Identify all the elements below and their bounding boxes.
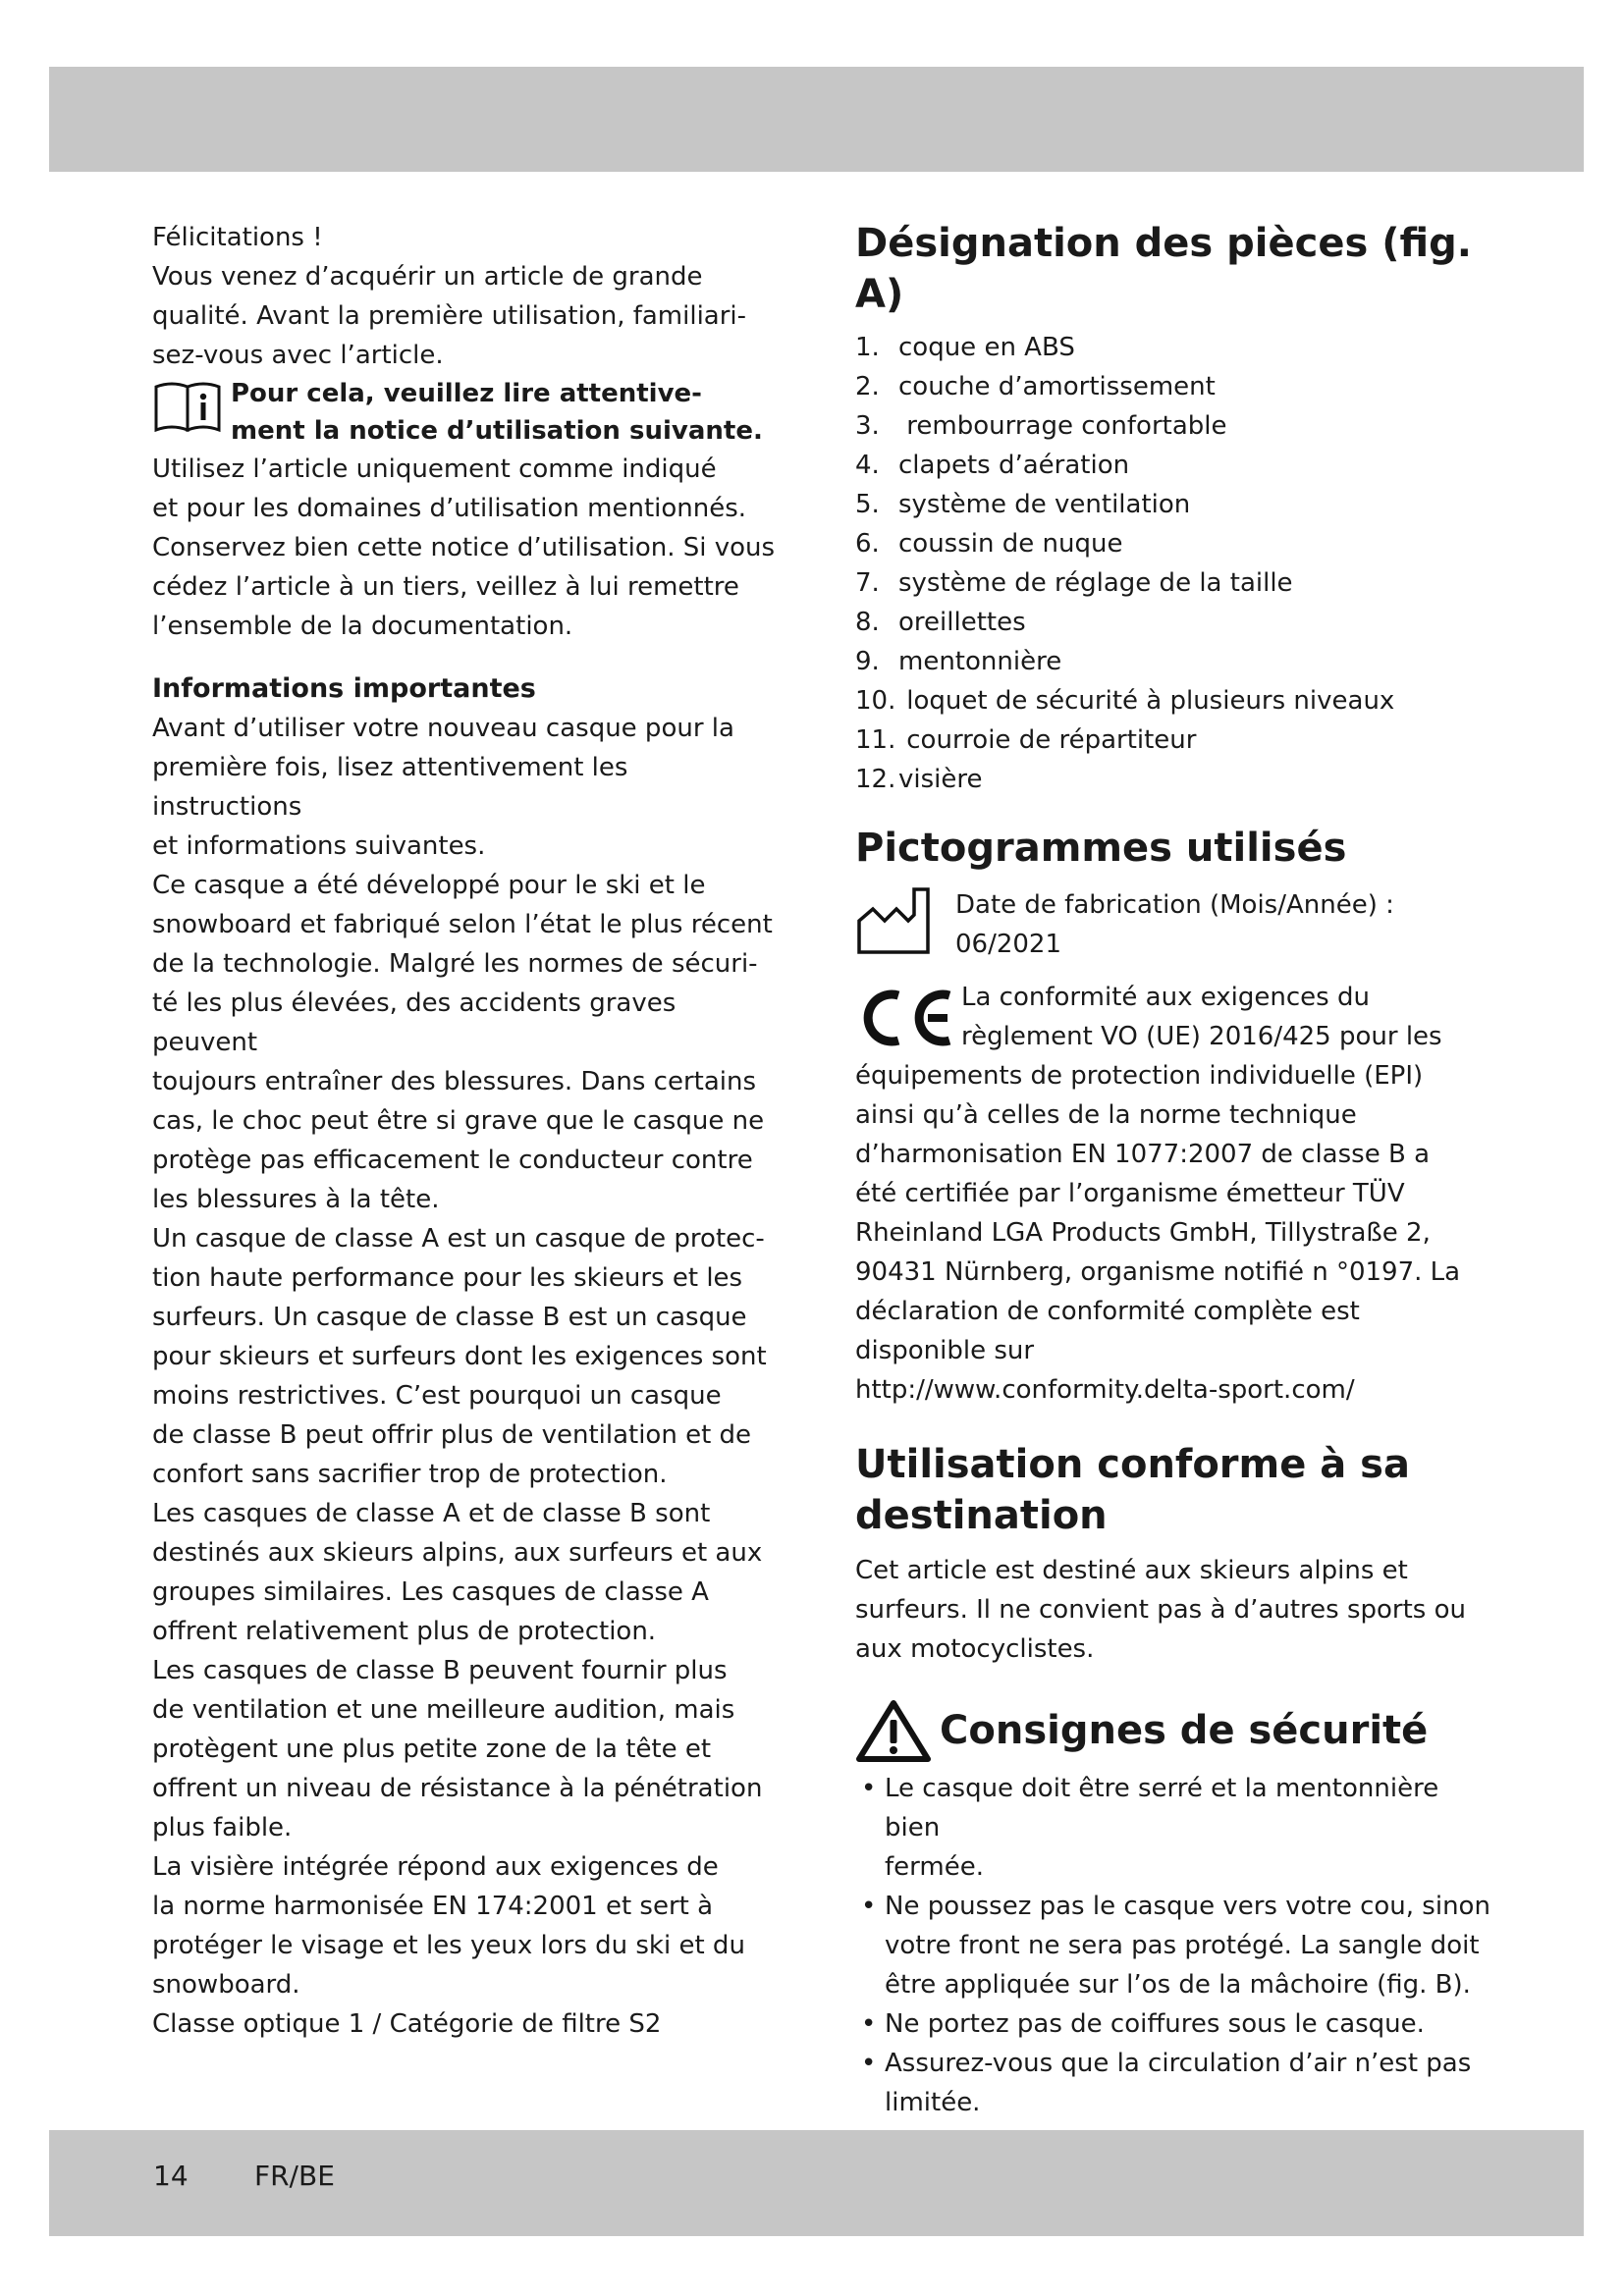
ce-line: Rheinland LGA Products GmbH, Tillystraße 2, bbox=[855, 1218, 1431, 1248]
safety-heading-row bbox=[855, 1698, 1493, 1763]
list-item: 7. système de réglage de la taille bbox=[855, 568, 1293, 598]
pictograms-heading: Pictogrammes utilisés bbox=[855, 826, 1347, 871]
important-line: plus faible. bbox=[152, 1813, 293, 1842]
list-item: 8. oreillettes bbox=[855, 608, 1026, 637]
congrats-text: Félicitations ! bbox=[152, 223, 323, 252]
important-line: offrent relativement plus de protection. bbox=[152, 1617, 657, 1646]
important-line: Les casques de classe A et de classe B sont bbox=[152, 1499, 711, 1528]
safety-list bbox=[855, 1769, 1493, 2122]
header-bar bbox=[49, 67, 1584, 172]
list-item: 11. courroie de répartiteur bbox=[855, 725, 1197, 755]
intro-line: Vous venez d’acquérir un article de grande bbox=[152, 262, 703, 292]
usage-line: Conservez bien cette notice d’utilisation. Si vous bbox=[152, 533, 776, 562]
important-line: pour skieurs et surfeurs dont les exigences sont bbox=[152, 1342, 767, 1371]
ce-line: disponible sur bbox=[855, 1336, 1035, 1365]
intended-use-line: Cet article est destiné aux skieurs alpins et bbox=[855, 1556, 1408, 1585]
usage-line: Utilisez l’article uniquement comme indiqué bbox=[152, 454, 717, 484]
important-line: protège pas efficacement le conducteur contre bbox=[152, 1146, 753, 1175]
ce-line: La conformité aux exigences du bbox=[961, 983, 1370, 1012]
manufacture-date-row bbox=[855, 885, 1493, 964]
list-item: 12. visière bbox=[855, 765, 983, 794]
important-line: Ce casque a été développé pour le ski et le bbox=[152, 871, 706, 900]
list-item: • Ne poussez pas le casque vers votre cou, sinon votre front ne sera pas protégé. La sangle doit être appliquée sur l’os de la mâchoire (fig. B). bbox=[855, 1887, 1493, 2004]
important-line: de la technologie. Malgré les normes de sécuri- bbox=[152, 949, 758, 979]
intended-use-heading: Utilisation conforme à sa destination bbox=[855, 1442, 1410, 1538]
important-line: tion haute performance pour les skieurs et les bbox=[152, 1263, 743, 1293]
list-item: • Ne portez pas de coiffures sous le casque. bbox=[855, 2004, 1493, 2044]
ce-line: déclaration de conformité complète est bbox=[855, 1297, 1360, 1326]
important-line: la norme harmonisée EN 174:2001 et sert à bbox=[152, 1892, 714, 1921]
ce-line: équipements de protection individuelle (EPI) bbox=[855, 1061, 1424, 1091]
list-item: 10. loquet de sécurité à plusieurs niveaux bbox=[855, 686, 1395, 716]
important-line: première fois, lisez attentivement les instructions bbox=[152, 753, 628, 822]
intended-use-line: surfeurs. Il ne convient pas à d’autres sports ou bbox=[855, 1595, 1467, 1625]
ce-conformity-block bbox=[855, 978, 1493, 1410]
list-item: 1. coque en ABS bbox=[855, 333, 1075, 362]
important-line: protègent une plus petite zone de la tête et bbox=[152, 1735, 712, 1764]
read-manual-notice bbox=[152, 375, 781, 450]
ce-line: 90431 Nürnberg, organisme notifié n °0197. La bbox=[855, 1257, 1461, 1287]
important-line: Avant d’utiliser votre nouveau casque pour la bbox=[152, 714, 734, 743]
important-info-body bbox=[152, 709, 781, 2044]
important-line: de classe B peut offrir plus de ventilation et de bbox=[152, 1420, 752, 1450]
notice-line: ment la notice d’utilisation suivante. bbox=[231, 416, 763, 446]
usage-line: cédez l’article à un tiers, veillez à lui remettre bbox=[152, 572, 739, 602]
important-line: snowboard et fabriqué selon l’état le plus récent bbox=[152, 910, 773, 939]
important-line: snowboard. bbox=[152, 1970, 300, 2000]
important-line: de ventilation et une meilleure audition, mais bbox=[152, 1695, 735, 1725]
important-line: La visière intégrée répond aux exigences de bbox=[152, 1852, 719, 1882]
intended-use-line: aux motocyclistes. bbox=[855, 1634, 1095, 1664]
manufacture-date-value: 06/2021 bbox=[955, 930, 1062, 959]
manufacture-date-label: Date de fabrication (Mois/Année) : bbox=[955, 890, 1394, 920]
list-item: 6. coussin de nuque bbox=[855, 529, 1123, 559]
important-line: offrent un niveau de résistance à la pénétration bbox=[152, 1774, 763, 1803]
list-item: 3. rembourrage confortable bbox=[855, 411, 1227, 441]
ce-line: règlement VO (UE) 2016/425 pour les bbox=[961, 1022, 1442, 1051]
important-line: groupes similaires. Les casques de classe A bbox=[152, 1577, 709, 1607]
list-item: 9. mentonnière bbox=[855, 647, 1062, 676]
page-number: 14 bbox=[153, 2160, 189, 2192]
ce-line: été certifiée par l’organisme émetteur TÜV bbox=[855, 1179, 1405, 1208]
important-line: Les casques de classe B peuvent fournir plus bbox=[152, 1656, 728, 1685]
list-item: 5. système de ventilation bbox=[855, 490, 1191, 519]
right-column bbox=[855, 218, 1493, 2122]
important-line: cas, le choc peut être si grave que le casque ne bbox=[152, 1106, 765, 1136]
parts-heading: Désignation des pièces (fig. A) bbox=[855, 221, 1472, 317]
warning-triangle-icon bbox=[855, 1698, 932, 1763]
important-line: Classe optique 1 / Catégorie de filtre S2 bbox=[152, 2009, 662, 2039]
conformity-url: http://www.conformity.delta-sport.com/ bbox=[855, 1375, 1355, 1405]
open-book-info-icon bbox=[152, 379, 225, 434]
important-line: les blessures à la tête. bbox=[152, 1185, 440, 1214]
important-line: toujours entraîner des blessures. Dans certains bbox=[152, 1067, 757, 1096]
parts-list bbox=[855, 328, 1493, 799]
usage-line: et pour les domaines d’utilisation mentionnés. bbox=[152, 494, 747, 523]
important-line: té les plus élevées, des accidents graves peuvent bbox=[152, 988, 677, 1057]
locale-label: FR/BE bbox=[254, 2160, 335, 2192]
important-line: Un casque de classe A est un casque de protec- bbox=[152, 1224, 765, 1254]
list-item: 2. couche d’amortissement bbox=[855, 372, 1216, 401]
list-item: • Assurez-vous que la circulation d’air n’est pas limitée. bbox=[855, 2044, 1493, 2122]
list-item: • Le casque doit être serré et la mentonnière bien fermée. bbox=[855, 1769, 1493, 1887]
intro-line: sez-vous avec l’article. bbox=[152, 341, 444, 370]
important-line: surfeurs. Un casque de classe B est un casque bbox=[152, 1303, 747, 1332]
important-line: destinés aux skieurs alpins, aux surfeurs et aux bbox=[152, 1538, 763, 1568]
ce-line: ainsi qu’à celles de la norme technique bbox=[855, 1100, 1357, 1130]
important-line: et informations suivantes. bbox=[152, 831, 486, 861]
list-item: 4. clapets d’aération bbox=[855, 451, 1130, 480]
usage-line: l’ensemble de la documentation. bbox=[152, 612, 573, 641]
safety-heading: Consignes de sécurité bbox=[940, 1708, 1429, 1753]
important-info-heading: Informations importantes bbox=[152, 673, 536, 704]
intro-line: qualité. Avant la première utilisation, familiari- bbox=[152, 301, 747, 331]
left-column bbox=[152, 218, 781, 2044]
ce-line: d’harmonisation EN 1077:2007 de classe B a bbox=[855, 1140, 1430, 1169]
important-line: confort sans sacrifier trop de protection. bbox=[152, 1460, 668, 1489]
important-line: moins restrictives. C’est pourquoi un casque bbox=[152, 1381, 722, 1411]
manufacturer-factory-icon bbox=[855, 885, 934, 956]
important-line: protéger le visage et les yeux lors du ski et du bbox=[152, 1931, 745, 1960]
notice-line: Pour cela, veuillez lire attentive- bbox=[231, 379, 702, 408]
ce-mark-icon bbox=[855, 988, 957, 1048]
